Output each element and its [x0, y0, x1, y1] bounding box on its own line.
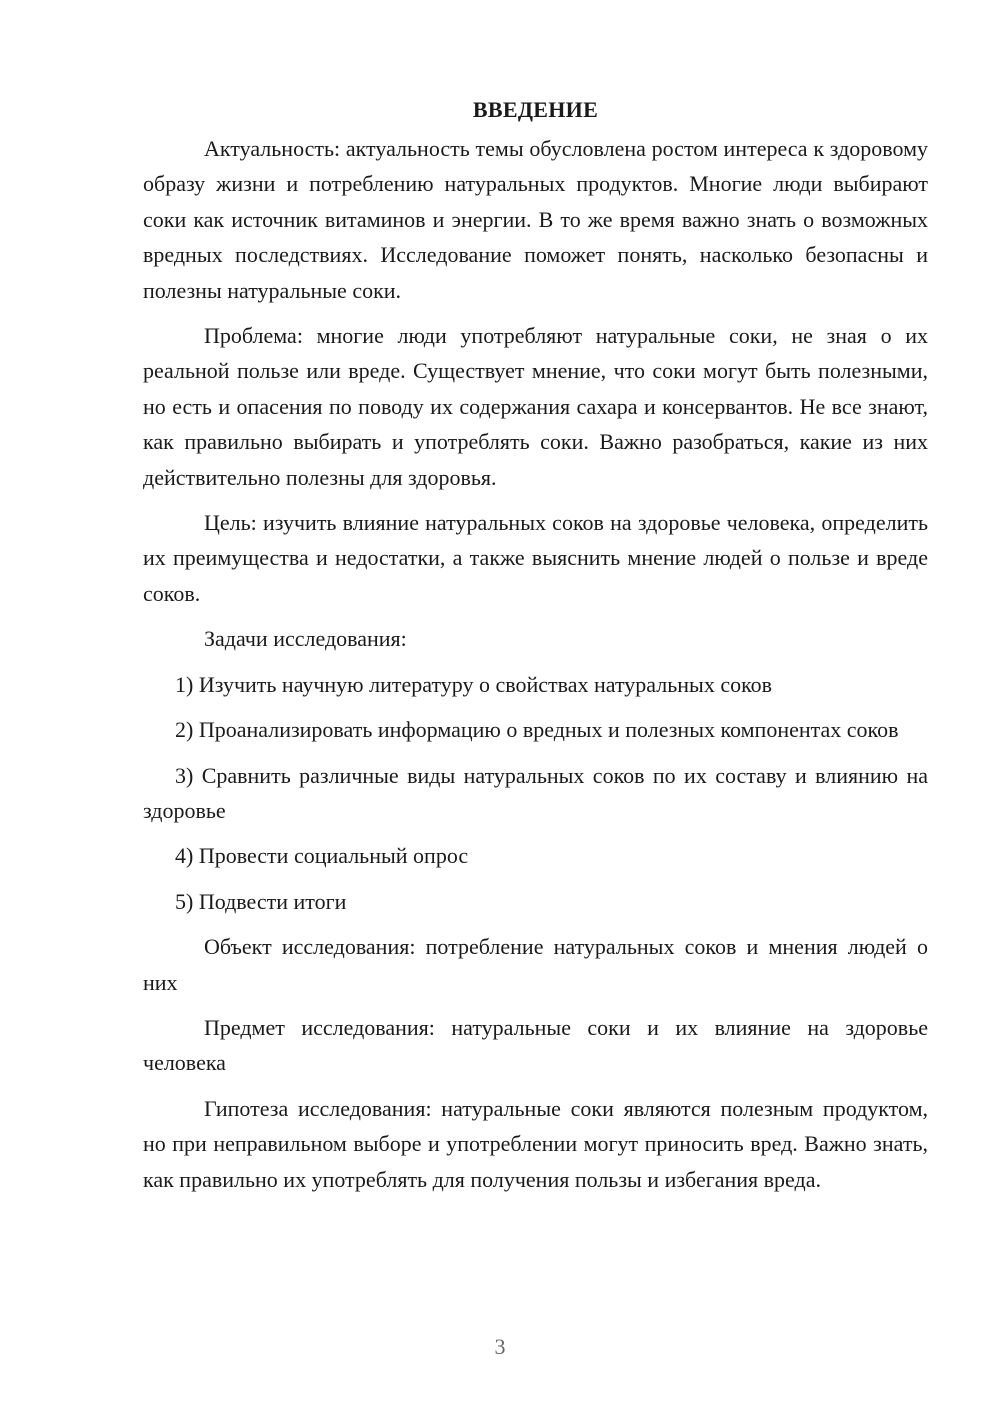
relevance-paragraph: Актуальность: актуальность темы обусловлена ростом интереса к здоровому образу жизни и потреблению натуральных продуктов. Многие люди выбирают соки как источник витаминов и энергии. В то же время важно знать о возможных вредных последствиях. Исследование поможет понять, насколько безопасны и полезны натуральные соки.: [143, 136, 928, 303]
task-item-1: 1) Изучить научную литературу о свойствах натуральных соков: [175, 671, 773, 697]
subject-paragraph: Предмет исследования: натуральные соки и их влияние на здоровье человека: [143, 1014, 928, 1076]
page-number: 3: [494, 1334, 506, 1359]
tasks-heading: Задачи исследования:: [204, 626, 407, 652]
hypothesis-paragraph: Гипотеза исследования: натуральные соки являются полезным продуктом, но при неправильном выборе и употреблении могут приносить вред. Важно знать, как правильно их употреблять для получения пользы и избегания вреда.: [143, 1095, 928, 1192]
task-item-3: 3) Сравнить различные виды натуральных соков по их составу и влиянию на здоровье: [143, 762, 928, 823]
page-title: ВВЕДЕНИЕ: [472, 97, 599, 122]
task-item-2: 2) Проанализировать информацию о вредных и полезных компонентах соков: [175, 717, 899, 743]
task-item-4: 4) Провести социальный опрос: [175, 843, 469, 869]
goal-paragraph: Цель: изучить влияние натуральных соков на здоровье человека, определить их преимущества и недостатки, а также выяснить мнение людей о пользе и вреде соков.: [143, 510, 928, 606]
object-paragraph: Объект исследования: потребление натуральных соков и мнения людей о них: [143, 934, 928, 995]
task-item-5: 5) Подвести итоги: [175, 888, 347, 914]
problem-paragraph: Проблема: многие люди употребляют натуральные соки, не зная о их реальной пользе или вреде. Существует мнение, что соки могут быть полезными, но есть и опасения по поводу их содержания сахара и консервантов. Не все знают, как правильно выбирать и употреблять соки. Важно разобраться, какие из них действительно полезны для здоровья.: [143, 323, 928, 490]
